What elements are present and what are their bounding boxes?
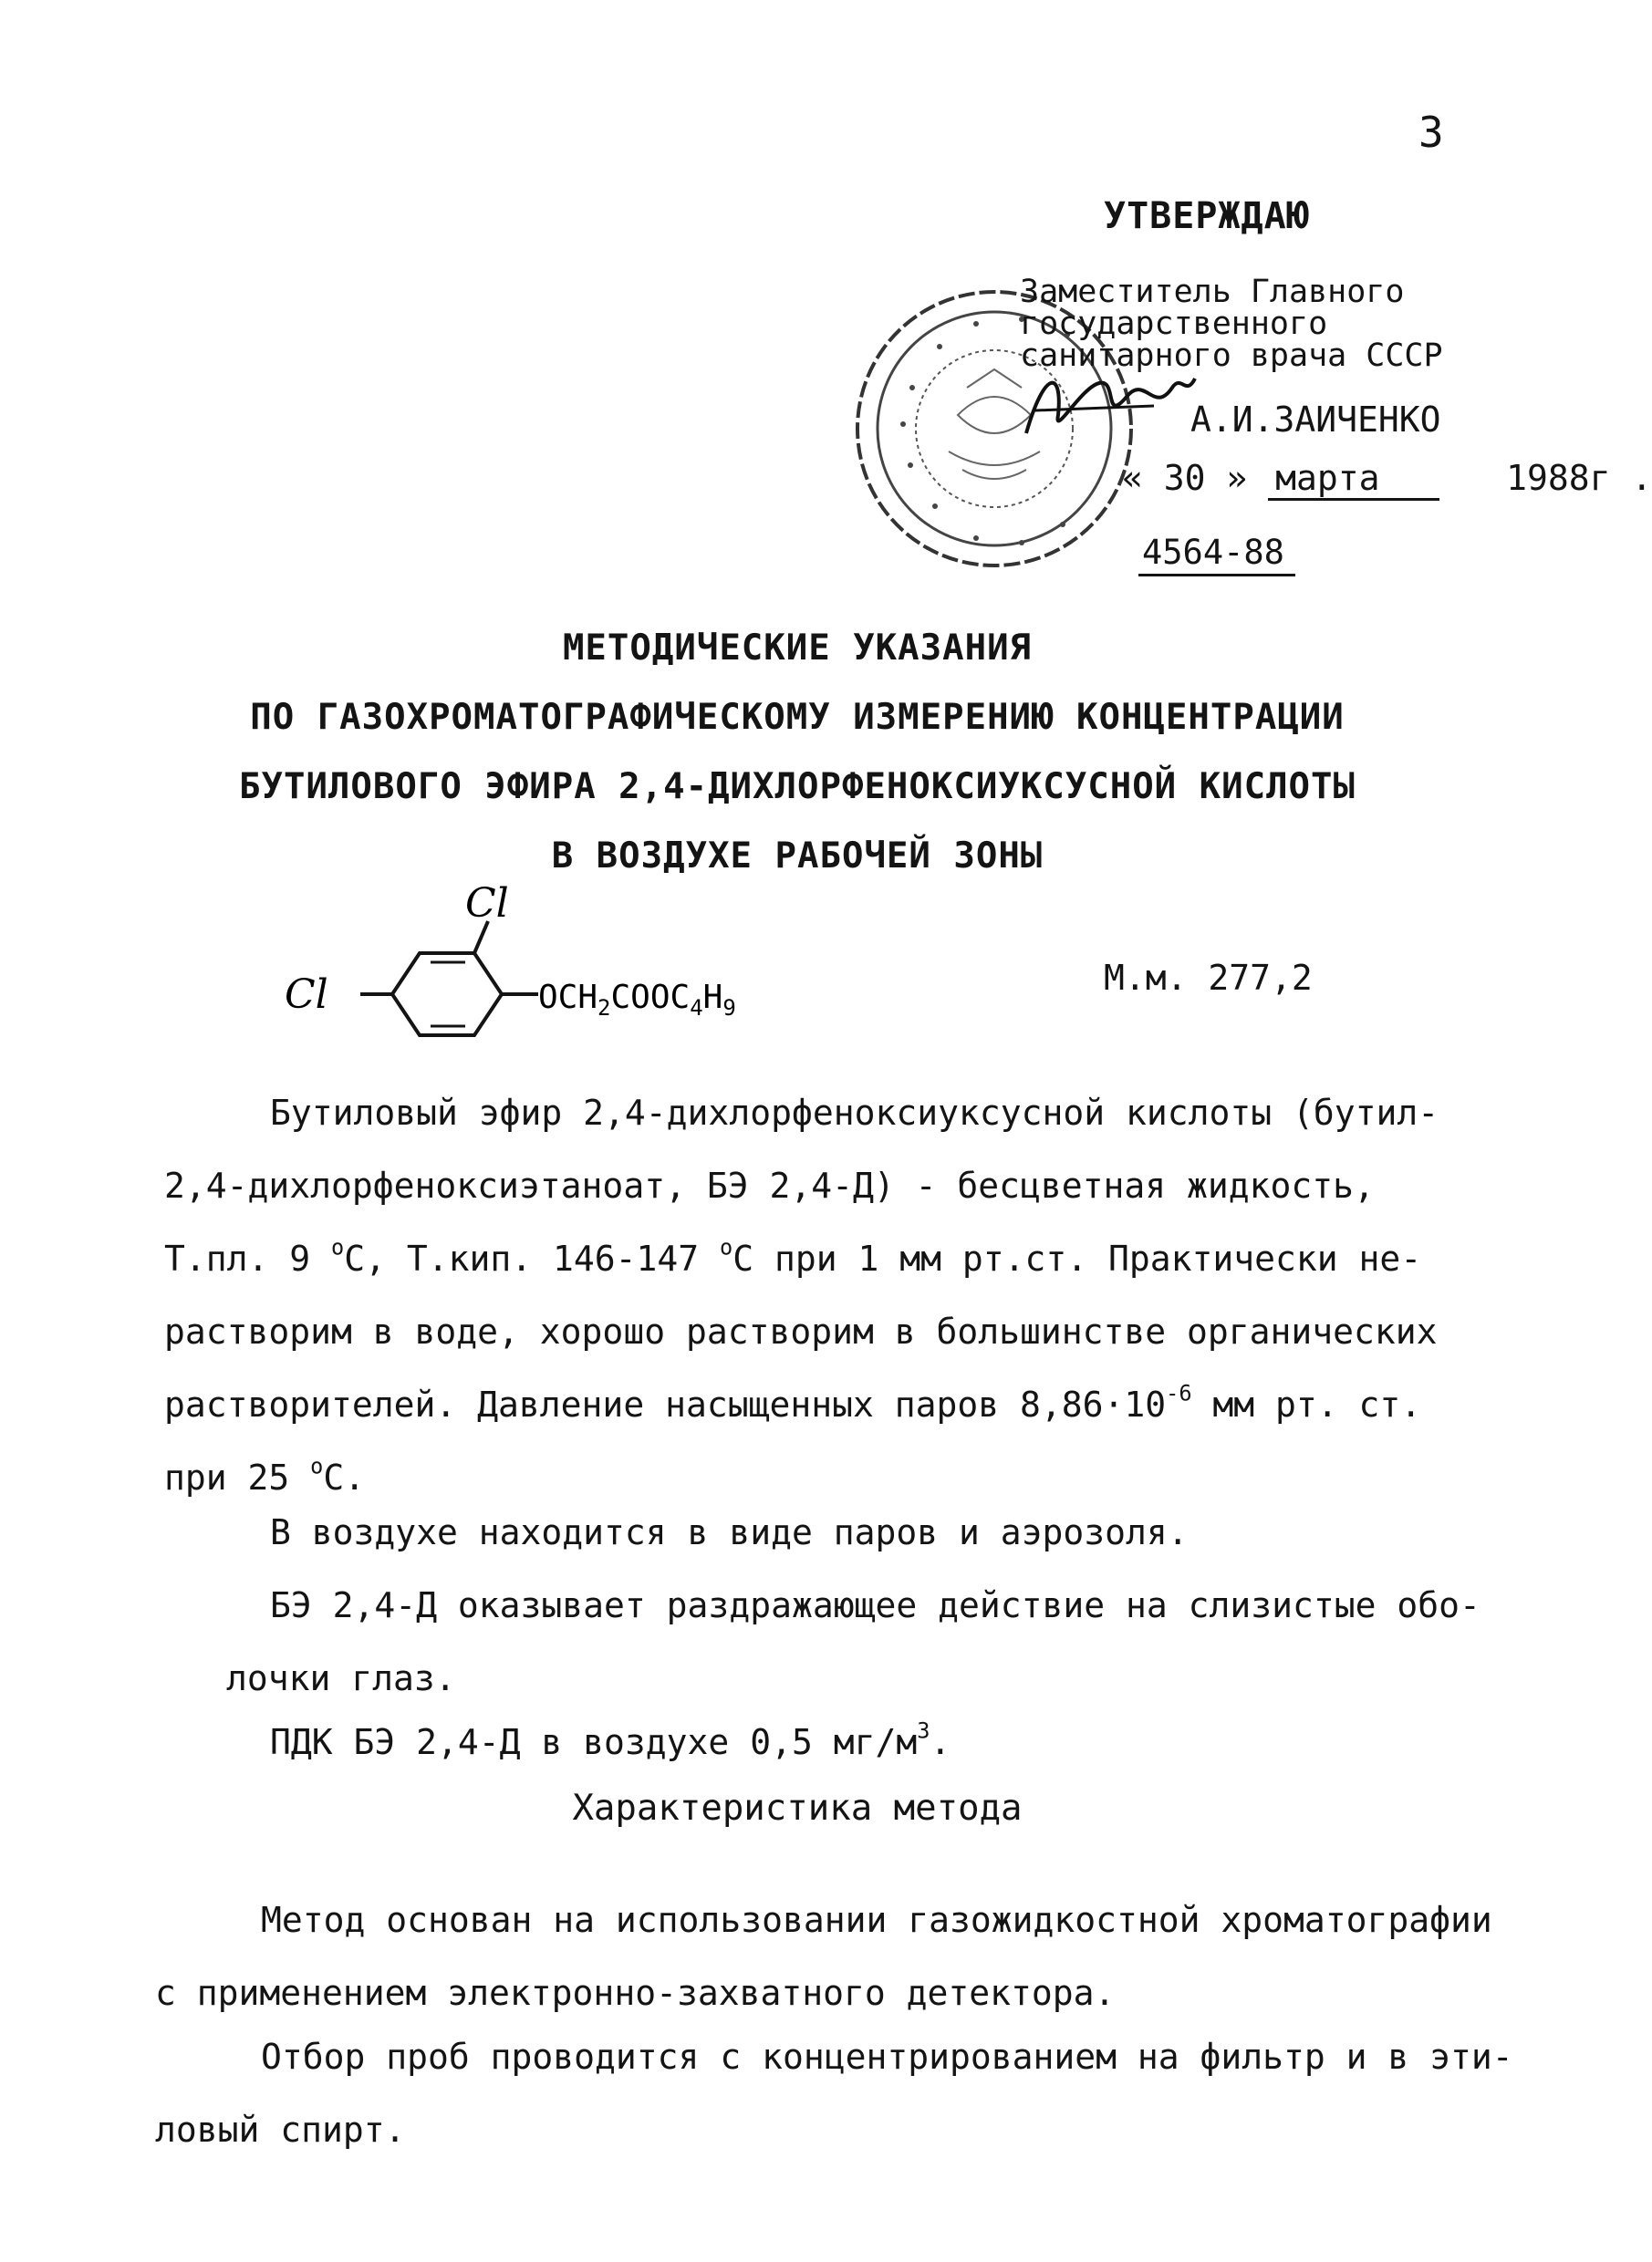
formula-cl-left: Cl — [285, 971, 328, 1018]
paragraph-state — [164, 1496, 1405, 1569]
paragraph-method — [155, 1883, 1492, 2029]
section-heading: Характеристика метода — [572, 1788, 1023, 1829]
text-line: ПДК БЭ 2,4-Д в воздухе 0,5 $мг/м^3$. — [270, 1717, 951, 1762]
text-line: Бутиловый эфир 2,4-дихлорфеноксиуксусной кислоты (бутил- — [270, 1093, 1439, 1133]
paragraph-properties — [164, 1076, 1439, 1514]
document-title-line1: МЕТОДИЧЕСКИЕ УКАЗАНИЯ — [562, 628, 1033, 669]
text-line: 2,4-дихлорфеноксиэтаноат, БЭ 2,4-Д) - бесцветная жидкость, — [164, 1166, 1375, 1206]
document-title-line3: БУТИЛОВОГО ЭФИРА 2,4-ДИХЛОРФЕНОКСИУКСУСНОЙ КИСЛОТЫ — [239, 766, 1356, 807]
text-line: Метод основан на использовании газожидкостной хроматографии — [261, 1900, 1492, 1940]
text-line: ловый спирт. — [155, 2110, 406, 2150]
text-line: лочки глаз. — [226, 1658, 456, 1698]
text-line: с применением электронно-захватного детектора. — [155, 1973, 1116, 2013]
formula-substituent: $OCH_2COOC_4H_9$ — [538, 979, 736, 1021]
text-line: Т.пл. 9 $^о$С, Т.кип. 146-147 $^о$С при 1 мм рт.ст. Практически не- — [164, 1234, 1422, 1279]
registration-number: 4564-88 — [1138, 533, 1295, 576]
text-line: БЭ 2,4-Д оказывает раздражающее действие на слизистые обо- — [270, 1585, 1481, 1625]
text-line: растворителей. Давление насыщенных паров $8,86\cdot 10^{-6}$ мм рт. ст. — [164, 1380, 1422, 1425]
approval-month: марта — [1268, 458, 1439, 501]
text-line: растворим в воде, хорошо растворим в большинстве органических — [164, 1312, 1438, 1352]
paragraph-sampling — [155, 2020, 1513, 2166]
structural-formula — [274, 876, 839, 1058]
document-title-line2: ПО ГАЗОХРОМАТОГРАФИЧЕСКОМУ ИЗМЕРЕНИЮ КОНЦЕНТРАЦИИ — [250, 697, 1345, 738]
approver-position-line2: государственного — [1020, 306, 1328, 342]
text-line: Отбор проб проводится с концентрированием на фильтр и в эти- — [261, 2037, 1513, 2077]
document-title-line4: В ВОЗДУХЕ РАБОЧЕЙ ЗОНЫ — [551, 835, 1044, 877]
molecular-mass: М.м. 277,2 — [1104, 958, 1313, 998]
approver-position-line1: Заместитель Главного — [1020, 274, 1405, 310]
approval-date — [1122, 458, 1652, 501]
paragraph-effect — [164, 1569, 1481, 1715]
paragraph-pdk — [164, 1706, 1405, 1779]
formula-cl-top: Cl — [465, 880, 509, 927]
text-line: при 25 $^о$С. — [164, 1453, 366, 1498]
approver-position-line3: санитарного врача СССР — [1020, 337, 1443, 374]
text-line: В воздухе находится в виде паров и аэрозоля. — [270, 1512, 1189, 1552]
approver-name: А.И.ЗАИЧЕНКО — [1190, 399, 1441, 440]
approval-day: « 30 » — [1122, 458, 1248, 498]
page-number: 3 — [1418, 108, 1444, 157]
approval-heading: УТВЕРЖДАЮ — [1104, 195, 1310, 237]
approval-year: 1988г . — [1506, 458, 1652, 498]
